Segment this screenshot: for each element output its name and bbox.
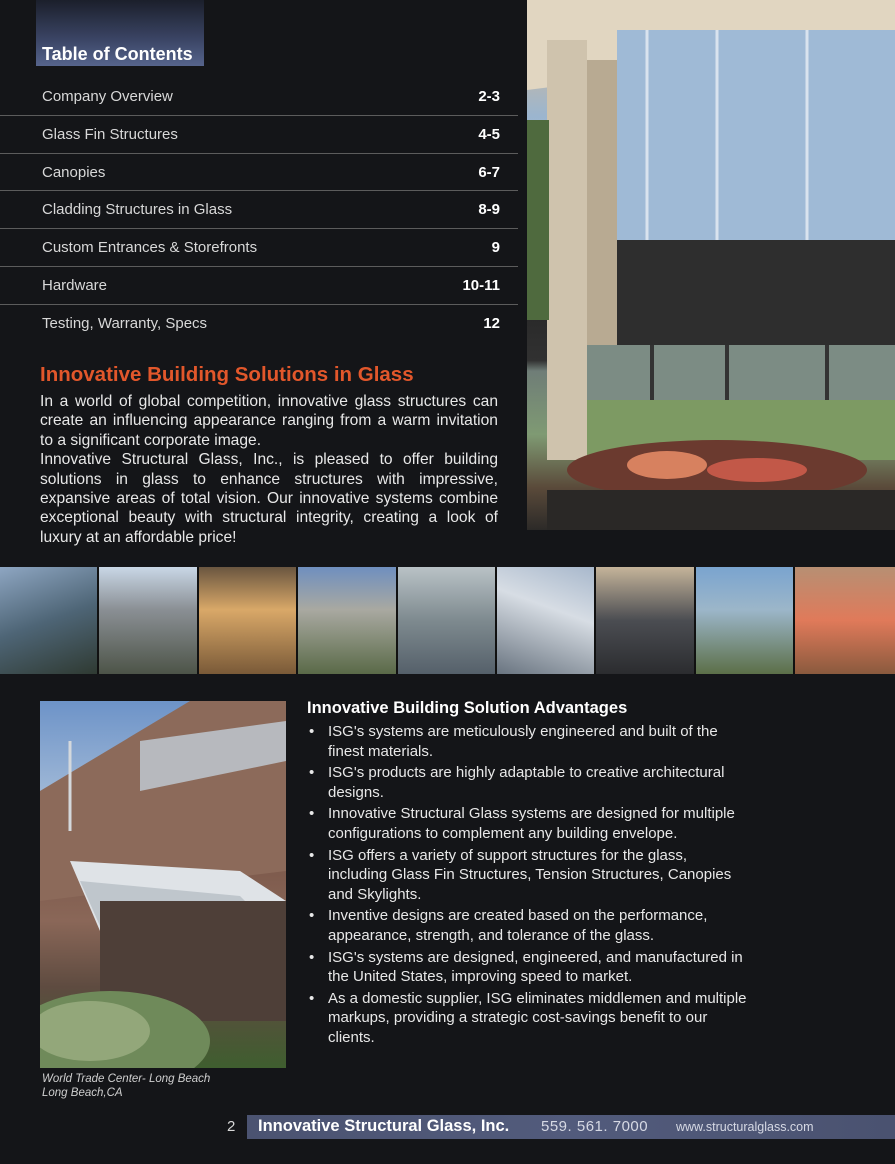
intro-paragraph-2: Innovative Structural Glass, Inc., is pleased to offer building solutions in glass to enhance structures with impressive, expansive areas of total vision. Our innovative systems combine exceptional beauty with structural integrity, creating a look of luxury at an affordable price! <box>40 451 498 546</box>
advantage-item: • ISG offers a variety of support structures for the glass, including Glass Fin Structures, Tension Structures, Canopies and Skylights. <box>307 846 747 905</box>
world-trade-center-photo <box>40 701 286 1068</box>
caption-line-1: World Trade Center- Long Beach <box>42 1073 211 1085</box>
toc-row[interactable] <box>0 229 518 267</box>
advantage-item: • As a domestic supplier, ISG eliminates middlemen and multiple markups, providing a strategic cost-savings benefit to our clients. <box>307 989 747 1048</box>
strip-photo <box>795 567 894 674</box>
intro-heading: Innovative Building Solutions in Glass <box>40 363 414 386</box>
toc-item-label: Canopies <box>42 163 106 181</box>
advantages-title: Innovative Building Solution Advantages <box>307 699 628 717</box>
project-photo-strip <box>0 567 895 674</box>
advantage-item: • Inventive designs are created based on the performance, appearance, strength, and tolerance of the glass. <box>307 906 747 945</box>
advantage-item: • ISG's systems are designed, engineered, and manufactured in the United States, improving speed to market. <box>307 948 747 987</box>
strip-photo <box>99 567 198 674</box>
table-of-contents <box>0 78 518 343</box>
toc-item-pages: 9 <box>491 239 500 257</box>
photo-caption <box>42 1072 210 1100</box>
advantage-item: • Innovative Structural Glass systems are designed for multiple configurations to complement any building envelope. <box>307 804 747 843</box>
intro-paragraph-1: In a world of global competition, innovative glass structures can create an influencing appearance ranging from a warm invitation to a significant corporate image. <box>40 393 498 449</box>
strip-photo <box>199 567 298 674</box>
strip-photo <box>298 567 397 674</box>
toc-title: Table of Contents <box>42 44 193 64</box>
toc-item-pages: 8-9 <box>478 201 500 219</box>
strip-photo <box>596 567 695 674</box>
toc-item-label: Custom Entrances & Storefronts <box>42 239 258 257</box>
strip-photo <box>497 567 596 674</box>
advantages-list <box>307 722 747 1050</box>
toc-row[interactable] <box>0 78 518 116</box>
strip-photo <box>696 567 795 674</box>
advantage-item: • ISG's products are highly adaptable to creative architectural designs. <box>307 763 747 802</box>
toc-row[interactable] <box>0 267 518 305</box>
toc-row[interactable] <box>0 116 518 154</box>
toc-item-pages: 4-5 <box>478 125 500 143</box>
toc-item-pages: 6-7 <box>478 163 500 181</box>
footer-phone[interactable]: 559. 561. 7000 <box>541 1118 649 1135</box>
toc-item-label: Glass Fin Structures <box>42 125 178 143</box>
toc-item-pages: 12 <box>483 314 500 332</box>
toc-item-label: Cladding Structures in Glass <box>42 201 233 219</box>
footer-company-name: Innovative Structural Glass, Inc. <box>258 1117 510 1135</box>
toc-row[interactable] <box>0 154 518 192</box>
intro-body <box>40 392 498 547</box>
toc-row[interactable] <box>0 305 518 343</box>
hero-atrium-photo <box>527 0 895 530</box>
toc-item-label: Testing, Warranty, Specs <box>42 314 208 332</box>
toc-item-label: Hardware <box>42 276 108 294</box>
strip-photo <box>0 567 99 674</box>
advantage-item: • ISG's systems are meticulously engineered and built of the finest materials. <box>307 722 747 761</box>
toc-item-pages: 2-3 <box>478 88 500 105</box>
caption-line-2: Long Beach,CA <box>42 1087 123 1099</box>
toc-item-label: Company Overview <box>42 88 173 105</box>
footer-website-link[interactable]: www.structuralglass.com <box>676 1120 814 1134</box>
page-number: 2 <box>227 1118 236 1135</box>
toc-row[interactable] <box>0 191 518 229</box>
strip-photo <box>398 567 497 674</box>
toc-item-pages: 10-11 <box>462 276 500 294</box>
